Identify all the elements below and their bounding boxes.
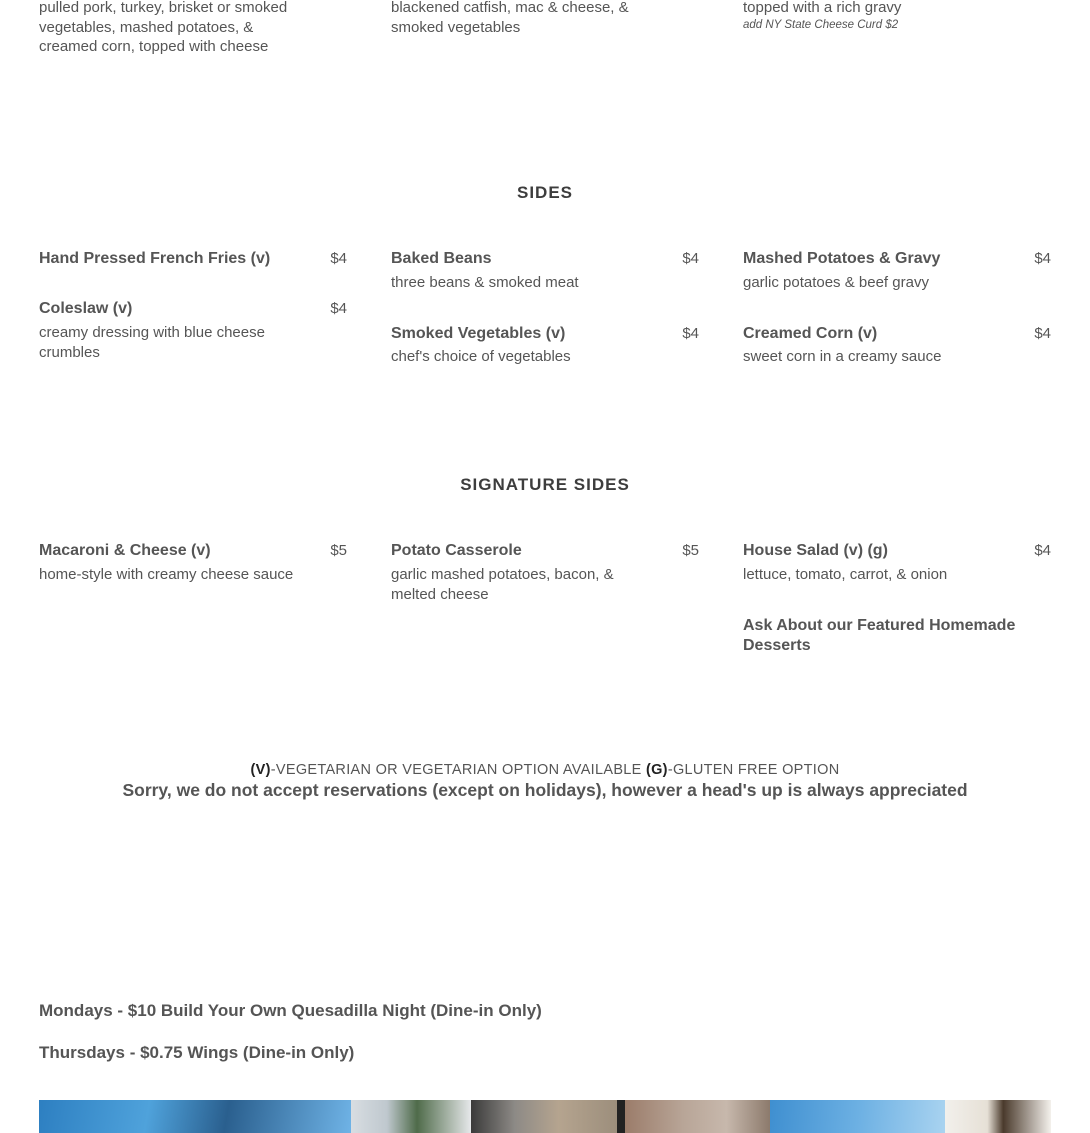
item-price: $4 (682, 325, 699, 342)
sides-heading: SIDES (516, 183, 574, 202)
menu-item (39, 300, 347, 362)
item-name: Smoked Vegetables (v) (391, 325, 566, 342)
gallery-divider (617, 1100, 625, 1133)
item-price: $4 (682, 250, 699, 267)
menu-item (39, 250, 347, 268)
item-description: lettuce, tomato, carrot, & onion (743, 566, 948, 583)
item-name: Potato Casserole (391, 542, 522, 559)
item-description: creamy dressing with blue cheese crumbles (39, 324, 265, 361)
vegetarian-key: (V) (250, 762, 271, 778)
item-description: garlic potatoes & beef gravy (743, 274, 929, 291)
item-name: Mashed Potatoes & Gravy (743, 250, 941, 267)
item-description: home-style with creamy cheese sauce (39, 566, 294, 583)
item-price: $4 (330, 300, 347, 317)
menu-item (391, 250, 699, 293)
signature-sides-heading: SIGNATURE SIDES (460, 475, 630, 494)
item-description: blackened catfish, mac & cheese, & smoked vegetables (391, 0, 629, 36)
featured-desserts-note: Ask About our Featured Homemade Desserts (743, 617, 1016, 654)
gallery-photo-trees[interactable] (351, 1100, 471, 1133)
item-description: sweet corn in a creamy sauce (743, 348, 942, 365)
menu-item-top-3 (743, 0, 1043, 31)
item-addon: add NY State Cheese Curd $2 (743, 18, 899, 31)
item-description: chef's choice of vegetables (391, 348, 571, 365)
photo-gallery[interactable] (39, 1100, 1051, 1133)
vegetarian-text: -VEGETARIAN OR VEGETARIAN OPTION AVAILABLE (270, 762, 646, 778)
menu-item-top-1 (39, 0, 301, 57)
item-description: three beans & smoked meat (391, 274, 579, 291)
item-description: garlic mashed potatoes, bacon, & melted cheese (391, 566, 614, 603)
item-price: $5 (682, 542, 699, 559)
menu-item (743, 250, 1051, 293)
reservations-notice: Sorry, we do not accept reservations (except on holidays), however a head's up is always appreciated (122, 780, 968, 800)
menu-item-top-2 (391, 0, 661, 37)
item-price: $4 (1034, 250, 1051, 267)
menu-item (391, 325, 699, 367)
item-name: Baked Beans (391, 250, 492, 267)
item-name: Creamed Corn (v) (743, 325, 878, 342)
menu-item (743, 325, 1051, 367)
item-description: pulled pork, turkey, brisket or smoked vegetables, mashed potatoes, & creamed corn, topped with cheese (39, 0, 288, 55)
item-name: House Salad (v) (g) (743, 542, 888, 559)
menu-item (743, 542, 1051, 585)
gluten-free-key: (G) (645, 762, 668, 778)
menu-item (391, 542, 699, 604)
gallery-photo-sky[interactable] (770, 1100, 945, 1133)
dietary-legend (0, 762, 1090, 778)
monday-special: Mondays - $10 Build Your Own Quesadilla Night (Dine-in Only) (39, 1001, 542, 1020)
gallery-photo-building[interactable] (471, 1100, 617, 1133)
menu-item (39, 542, 347, 585)
gallery-photo-roof[interactable] (625, 1100, 770, 1133)
item-description: topped with a rich gravy (743, 0, 902, 16)
item-price: $4 (1034, 542, 1051, 559)
item-price: $4 (1034, 325, 1051, 342)
thursday-special: Thursdays - $0.75 Wings (Dine-in Only) (39, 1043, 355, 1062)
item-name: Coleslaw (v) (39, 300, 133, 317)
gallery-photo-tent[interactable] (39, 1100, 351, 1133)
item-name: Macaroni & Cheese (v) (39, 542, 211, 559)
item-price: $5 (330, 542, 347, 559)
gallery-photo-interior[interactable] (945, 1100, 1051, 1133)
item-name: Hand Pressed French Fries (v) (39, 250, 271, 267)
item-price: $4 (330, 250, 347, 267)
gluten-free-text: -GLUTEN FREE OPTION (667, 762, 840, 778)
